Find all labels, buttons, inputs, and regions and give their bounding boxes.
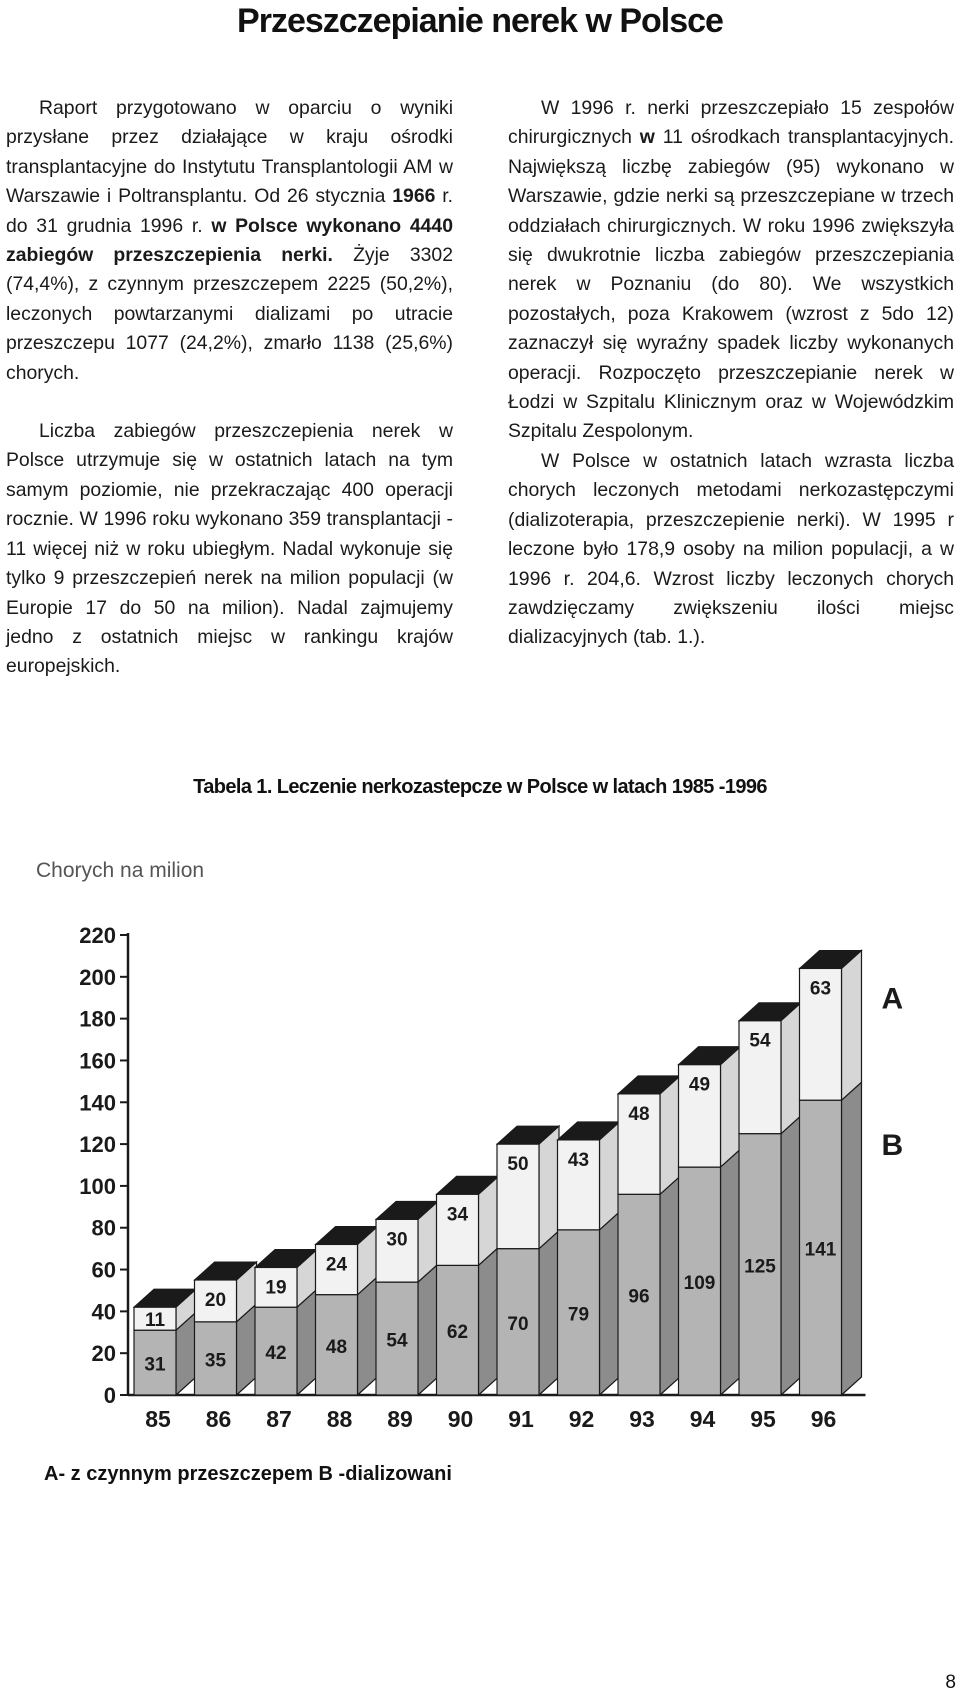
- y-tick-label: 160: [79, 1048, 116, 1074]
- x-tick-label: 85: [145, 1406, 171, 1432]
- bar-side-b: [660, 1176, 680, 1395]
- bar-a-value-label: 11: [144, 1310, 166, 1332]
- y-tick-label: 40: [91, 1299, 116, 1325]
- bar-side-a: [660, 1076, 680, 1194]
- bar-b-value-label: 96: [628, 1286, 650, 1308]
- right-p1-text-a: W 1996 r. nerki przeszczepiało 15 zespołów chirurgicznych: [508, 97, 954, 149]
- right-paragraph-1: [508, 94, 954, 447]
- page-number: 8: [945, 1672, 956, 1693]
- bar-a-value-label: 19: [265, 1277, 287, 1299]
- bar-side-a: [842, 950, 862, 1100]
- bar-side-b: [600, 1212, 620, 1395]
- left-column: [6, 94, 453, 682]
- left-p1-text-b: r. do 31 grudnia 1996 r.: [6, 185, 453, 237]
- y-tick-label: 220: [79, 923, 116, 948]
- bar-side-a: [539, 1126, 559, 1249]
- bar-b-value-label: 141: [804, 1239, 837, 1261]
- bar-b-value-label: 79: [567, 1304, 590, 1326]
- y-tick-label: 20: [91, 1341, 116, 1367]
- bar-a-value-label: 20: [204, 1290, 227, 1311]
- bar-b-value-label: 62: [446, 1322, 469, 1344]
- bar-side-b: [842, 1082, 862, 1395]
- left-p1-text-c: Żyje 3302 (74,4%), z czynnym przeszczepem 2225 (50,2%), leczonych powtarzanymi dializami po utracie przeszczepu 1077 (24,2%), zmarło 1138 (25,6%) chorych.: [6, 244, 453, 384]
- bar-a-value-label: 48: [628, 1103, 650, 1125]
- table-caption: Tabela 1. Leczenie nerkozastepcze w Polsce w latach 1985 -1996: [193, 776, 767, 798]
- bar-a-value-label: 63: [809, 978, 832, 1000]
- left-p1-bold: w Polsce wykonano 4440 zabiegów przeszczepienia nerki.: [6, 214, 454, 267]
- y-tick-label: 0: [103, 1383, 116, 1408]
- bar-a-value-label: 34: [446, 1204, 469, 1226]
- bar-side-a: [721, 1047, 741, 1167]
- bar-side-b: [479, 1247, 499, 1395]
- x-tick-label: 89: [387, 1406, 413, 1432]
- page-title: Przeszczepianie nerek w Polsce: [237, 2, 723, 40]
- bar-side-b: [721, 1149, 741, 1395]
- x-tick-label: 87: [266, 1406, 292, 1432]
- bar-side-b: [781, 1116, 801, 1395]
- bar-b-value-label: 125: [744, 1256, 776, 1278]
- x-tick-label: 96: [810, 1406, 837, 1432]
- bar-side-b: [358, 1277, 378, 1395]
- stacked-bar-chart: [0, 840, 960, 1460]
- bar-side-a: [600, 1122, 620, 1230]
- left-paragraph-1: [6, 94, 453, 388]
- x-tick-label: 86: [205, 1406, 232, 1432]
- bar-a-value-label: 54: [749, 1030, 771, 1052]
- series-label-b: B: [881, 1129, 904, 1163]
- left-paragraph-2: Liczba zabiegów przeszczepienia nerek w Polsce utrzymuje się w ostatnich latach na tym samym poziomie, nie przekraczając 400 operacji rocznie. W 1996 roku wykonano 359 transplantacji - 11 więcej niż w roku ubiegłym. Nadal wykonuje się tylko 9 przeszczepień nerek na milion populacji (w Europie 17 do 50 na milion). Nadal zajmujemy jedno z ostatnich miejsc w rankingu krajów europejskich.: [6, 420, 453, 678]
- y-tick-label: 100: [79, 1173, 116, 1199]
- bar-a-value-label: 49: [688, 1074, 711, 1096]
- y-tick-label: 140: [79, 1090, 116, 1116]
- y-tick-label: 80: [91, 1215, 116, 1241]
- y-tick-label: 200: [79, 964, 116, 990]
- bar-b-value-label: 54: [386, 1330, 408, 1352]
- bar-side-b: [418, 1264, 438, 1395]
- x-tick-label: 95: [750, 1406, 776, 1432]
- right-paragraph-2: W Polsce w ostatnich latach wzrasta liczba chorych leczonych metodami nerkozastępczymi (dializoterapia, przeszczepienie nerki). W 1995 r leczone było 178,9 osoby na milion populacji, a w 1996 r. 204,6. Wzrost liczby leczonych chorych zawdzięczamy zwiększeniu ilości miejsc dializacyjnych (tab. 1.).: [508, 449, 954, 649]
- bar-b-value-label: 42: [265, 1343, 287, 1365]
- right-p1-w: w: [639, 126, 655, 149]
- bar-b-value-label: 48: [325, 1336, 348, 1358]
- bar-a-value-label: 30: [386, 1229, 408, 1251]
- x-tick-label: 92: [568, 1406, 595, 1432]
- bar-side-a: [781, 1003, 801, 1134]
- bar-b-value-label: 70: [507, 1313, 529, 1335]
- bar-a-value-label: 43: [567, 1149, 590, 1171]
- x-tick-label: 90: [447, 1406, 474, 1432]
- bar-side-b: [539, 1231, 559, 1395]
- chart-legend-text: A- z czynnym przeszczepem B -dializowani: [44, 1463, 452, 1485]
- right-p1-text-b: 11 ośrodkach transplantacyjnych. Największą liczbę zabiegów (95) wykonano w Warszawie, gdzie nerki są przeszczepiane w trzech oddziałach chirurgicznych. W roku 1996 zwiększyła się dwukrotnie liczba zabiegów przeszczepiania nerek w Poznaniu (do 80). We wszystkich pozostałych, poza Krakowem (wzrost z 5do 12) zaznaczył się wyraźny spadek liczby wykonanych operacji. Rozpoczęto przeszczepianie nerek w Łodzi w Szpitalu Klinicznym oraz w Wojewódzkim Szpitalu Zespolonym.: [508, 126, 954, 443]
- y-tick-label: 120: [79, 1132, 116, 1158]
- y-axis-label: Chorych na milion: [36, 859, 205, 882]
- left-p1-text-a: Raport przygotowano w oparciu o wyniki przysłane przez działające w kraju ośrodki transplantacyjne do Instytutu Transplantologii AM w Warszawie i Poltransplantu. Od 26 stycznia: [6, 97, 453, 208]
- bar-b-value-label: 109: [683, 1273, 716, 1295]
- bar-a-value-label: 50: [507, 1154, 529, 1176]
- bar-b-value-label: 31: [144, 1354, 166, 1376]
- y-tick-label: 180: [79, 1006, 116, 1032]
- bar-a-value-label: 24: [325, 1254, 348, 1276]
- bar-b-value-label: 35: [204, 1350, 227, 1372]
- right-column: [508, 94, 954, 653]
- y-tick-label: 60: [91, 1257, 116, 1283]
- x-tick-label: 91: [508, 1406, 534, 1432]
- x-tick-label: 88: [326, 1406, 353, 1432]
- x-tick-label: 93: [629, 1406, 655, 1432]
- x-tick-label: 94: [689, 1406, 716, 1432]
- series-label-a: A: [881, 982, 904, 1016]
- left-p1-year: 1966: [392, 185, 436, 208]
